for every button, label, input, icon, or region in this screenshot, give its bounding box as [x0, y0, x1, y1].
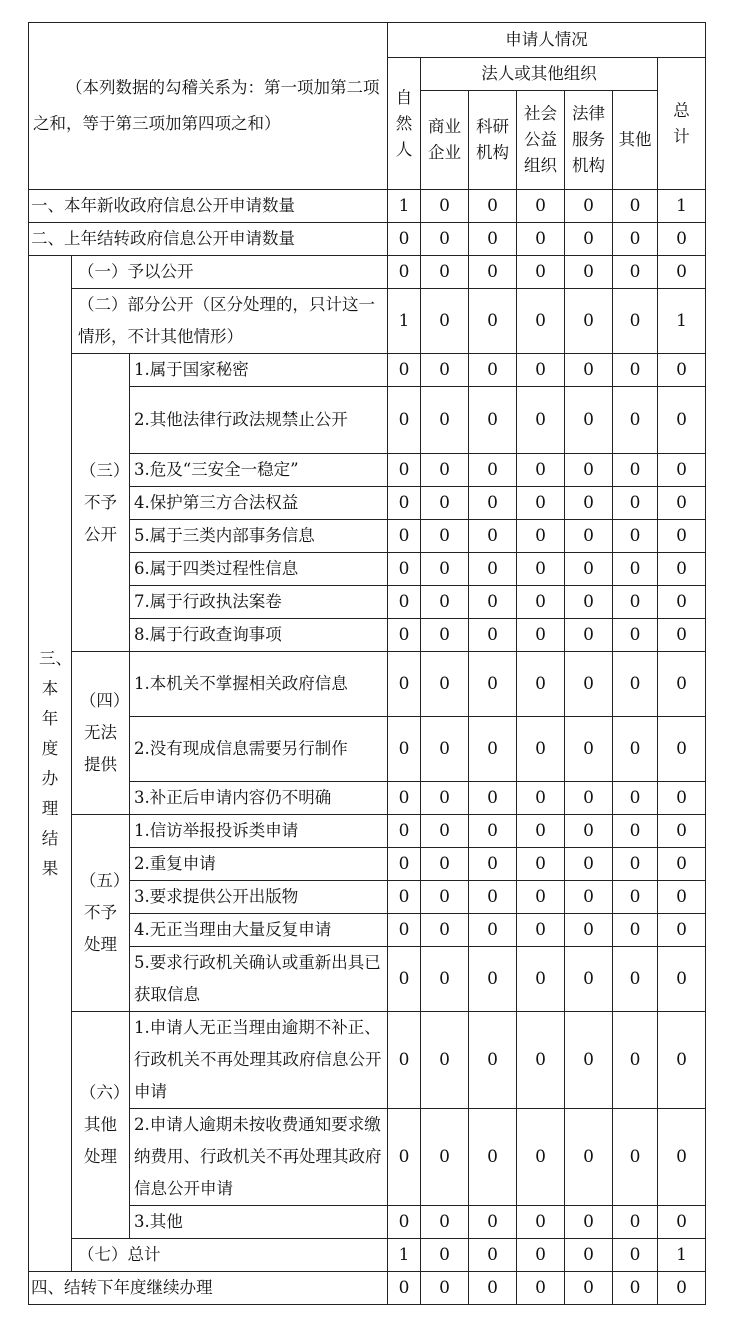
value-cell: 0	[517, 947, 565, 1012]
value-cell: 0	[658, 454, 706, 487]
value-cell: 0	[421, 717, 469, 782]
value-cell: 0	[469, 619, 517, 652]
value-cell: 0	[469, 1272, 517, 1305]
value-cell: 0	[565, 914, 613, 947]
row-label: 二、上年结转政府信息公开申请数量	[29, 223, 388, 256]
value-cell: 0	[388, 454, 421, 487]
value-cell: 0	[469, 1206, 517, 1239]
value-cell: 0	[613, 947, 658, 1012]
value-cell: 0	[658, 1109, 706, 1206]
value-cell: 0	[421, 1272, 469, 1305]
row-label: 四、结转下年度继续办理	[29, 1272, 388, 1305]
item-label: 4.无正当理由大量反复申请	[130, 914, 388, 947]
value-cell: 0	[421, 1206, 469, 1239]
row-publicly-disclosed	[29, 256, 706, 289]
item-label: 2.没有现成信息需要另行制作	[130, 717, 388, 782]
header-note: （本列数据的勾稽关系为：第一项加第二项之和，等于第三项加第四项之和）	[29, 23, 388, 190]
value-cell: 0	[421, 487, 469, 520]
value-cell: 0	[517, 190, 565, 223]
value-cell: 0	[565, 553, 613, 586]
value-cell: 1	[658, 289, 706, 354]
value-cell: 0	[517, 1206, 565, 1239]
value-cell: 0	[421, 289, 469, 354]
value-cell: 0	[469, 256, 517, 289]
header-natural-person: 自然人	[388, 58, 421, 190]
value-cell: 0	[469, 387, 517, 454]
value-cell: 0	[421, 1109, 469, 1206]
group-not-disclosed-row	[29, 553, 706, 586]
value-cell: 0	[517, 387, 565, 454]
value-cell: 0	[613, 223, 658, 256]
value-cell: 0	[421, 619, 469, 652]
value-cell: 0	[388, 652, 421, 717]
value-cell: 0	[517, 881, 565, 914]
value-cell: 0	[421, 815, 469, 848]
value-cell: 0	[421, 553, 469, 586]
value-cell: 0	[517, 652, 565, 717]
value-cell: 0	[517, 815, 565, 848]
value-cell: 0	[565, 387, 613, 454]
value-cell: 0	[388, 782, 421, 815]
value-cell: 0	[517, 454, 565, 487]
group-cannot-provide-row	[29, 717, 706, 782]
value-cell: 0	[388, 914, 421, 947]
value-cell: 0	[517, 782, 565, 815]
value-cell: 0	[565, 1239, 613, 1272]
value-cell: 0	[388, 1206, 421, 1239]
row-label: 一、本年新收政府信息公开申请数量	[29, 190, 388, 223]
group-not-disclosed-row	[29, 354, 706, 387]
group-not-disclosed-row	[29, 454, 706, 487]
group-other-processing-label: （六）其他处理	[72, 1012, 130, 1239]
value-cell: 0	[421, 881, 469, 914]
value-cell: 0	[421, 914, 469, 947]
value-cell: 0	[517, 520, 565, 553]
value-cell: 0	[613, 815, 658, 848]
value-cell: 0	[517, 619, 565, 652]
value-cell: 0	[565, 289, 613, 354]
value-cell: 0	[613, 1239, 658, 1272]
value-cell: 0	[469, 914, 517, 947]
value-cell: 0	[469, 1109, 517, 1206]
value-cell: 0	[613, 1012, 658, 1109]
value-cell: 0	[517, 289, 565, 354]
value-cell: 0	[658, 586, 706, 619]
value-cell: 0	[421, 652, 469, 717]
value-cell: 0	[517, 1109, 565, 1206]
value-cell: 0	[517, 848, 565, 881]
value-cell: 0	[613, 1272, 658, 1305]
value-cell: 0	[469, 1012, 517, 1109]
value-cell: 0	[658, 815, 706, 848]
group-not-disclosed-label: （三）不予公开	[72, 354, 130, 652]
table-body	[29, 23, 706, 1305]
value-cell: 0	[421, 520, 469, 553]
value-cell: 0	[613, 881, 658, 914]
row-label: （七）总计	[72, 1239, 388, 1272]
value-cell: 0	[565, 354, 613, 387]
value-cell: 0	[658, 848, 706, 881]
value-cell: 0	[658, 881, 706, 914]
value-cell: 0	[517, 914, 565, 947]
value-cell: 0	[388, 619, 421, 652]
value-cell: 0	[469, 848, 517, 881]
value-cell: 0	[613, 782, 658, 815]
value-cell: 1	[388, 289, 421, 354]
value-cell: 0	[658, 1206, 706, 1239]
group-not-disclosed-row	[29, 520, 706, 553]
value-cell: 0	[565, 717, 613, 782]
item-label: 3.补正后申请内容仍不明确	[130, 782, 388, 815]
header-legal-group: 法人或其他组织	[421, 58, 658, 91]
item-label: 3.要求提供公开出版物	[130, 881, 388, 914]
value-cell: 0	[469, 782, 517, 815]
value-cell: 0	[469, 553, 517, 586]
value-cell: 0	[565, 487, 613, 520]
value-cell: 0	[421, 256, 469, 289]
row-label: （一）予以公开	[72, 256, 388, 289]
item-label: 1.信访举报投诉类申请	[130, 815, 388, 848]
value-cell: 1	[388, 190, 421, 223]
value-cell: 0	[388, 586, 421, 619]
value-cell: 0	[517, 256, 565, 289]
value-cell: 0	[388, 487, 421, 520]
item-label: 3.危及“三安全一稳定”	[130, 454, 388, 487]
item-label: 5.属于三类内部事务信息	[130, 520, 388, 553]
value-cell: 0	[658, 387, 706, 454]
value-cell: 0	[613, 256, 658, 289]
item-label: 2.重复申请	[130, 848, 388, 881]
group-not-disclosed-row	[29, 387, 706, 454]
header-applicant: 申请人情况	[388, 23, 706, 58]
value-cell: 0	[388, 520, 421, 553]
group-not-disclosed-row	[29, 619, 706, 652]
value-cell: 0	[613, 354, 658, 387]
header-subcategory: 科研机构	[469, 91, 517, 190]
group-not-processed-row	[29, 914, 706, 947]
item-label: 6.属于四类过程性信息	[130, 553, 388, 586]
value-cell: 0	[421, 586, 469, 619]
value-cell: 0	[565, 223, 613, 256]
value-cell: 0	[517, 1239, 565, 1272]
value-cell: 0	[613, 289, 658, 354]
value-cell: 0	[658, 717, 706, 782]
group-cannot-provide-row	[29, 652, 706, 717]
row-carry-forward	[29, 1272, 706, 1305]
value-cell: 0	[421, 947, 469, 1012]
group-not-disclosed-row	[29, 487, 706, 520]
section-3-label: 三、本年度办理结果	[29, 256, 72, 1272]
value-cell: 0	[565, 848, 613, 881]
value-cell: 0	[469, 947, 517, 1012]
header-row-1	[29, 23, 706, 58]
value-cell: 0	[613, 190, 658, 223]
disclosure-statistics-table	[28, 22, 706, 1305]
value-cell: 0	[421, 354, 469, 387]
value-cell: 0	[613, 652, 658, 717]
value-cell: 0	[565, 947, 613, 1012]
value-cell: 0	[388, 223, 421, 256]
value-cell: 0	[388, 947, 421, 1012]
row-section-total	[29, 1239, 706, 1272]
value-cell: 0	[421, 1012, 469, 1109]
value-cell: 0	[658, 782, 706, 815]
value-cell: 0	[469, 289, 517, 354]
value-cell: 0	[388, 354, 421, 387]
group-not-processed-label: （五）不予处理	[72, 815, 130, 1012]
value-cell: 0	[388, 1109, 421, 1206]
header-subcategory: 商业企业	[421, 91, 469, 190]
value-cell: 0	[565, 1272, 613, 1305]
value-cell: 0	[421, 190, 469, 223]
group-not-processed-row	[29, 848, 706, 881]
value-cell: 0	[613, 520, 658, 553]
value-cell: 0	[658, 914, 706, 947]
value-cell: 0	[469, 1239, 517, 1272]
row-carried-over	[29, 223, 706, 256]
value-cell: 0	[517, 223, 565, 256]
value-cell: 0	[658, 619, 706, 652]
group-not-processed-row	[29, 947, 706, 1012]
value-cell: 0	[469, 520, 517, 553]
value-cell: 0	[469, 717, 517, 782]
row-label: （二）部分公开（区分处理的，只计这一情形，不计其他情形）	[72, 289, 388, 354]
value-cell: 0	[517, 1272, 565, 1305]
value-cell: 1	[658, 190, 706, 223]
group-not-processed-row	[29, 815, 706, 848]
report-table-wrapper	[28, 22, 706, 1305]
value-cell: 0	[565, 520, 613, 553]
value-cell: 0	[565, 782, 613, 815]
item-label: 3.其他	[130, 1206, 388, 1239]
group-other-processing-row	[29, 1206, 706, 1239]
group-cannot-provide-row	[29, 782, 706, 815]
value-cell: 0	[658, 553, 706, 586]
value-cell: 0	[565, 881, 613, 914]
value-cell: 0	[613, 1206, 658, 1239]
value-cell: 1	[658, 1239, 706, 1272]
value-cell: 0	[388, 717, 421, 782]
group-other-processing-row	[29, 1109, 706, 1206]
value-cell: 0	[658, 1272, 706, 1305]
value-cell: 0	[565, 1206, 613, 1239]
item-label: 1.本机关不掌握相关政府信息	[130, 652, 388, 717]
value-cell: 0	[565, 190, 613, 223]
value-cell: 0	[388, 815, 421, 848]
value-cell: 0	[421, 1239, 469, 1272]
header-total: 总计	[658, 58, 706, 190]
value-cell: 0	[565, 815, 613, 848]
value-cell: 0	[421, 454, 469, 487]
value-cell: 0	[658, 947, 706, 1012]
value-cell: 0	[613, 387, 658, 454]
value-cell: 0	[388, 1272, 421, 1305]
value-cell: 0	[469, 354, 517, 387]
value-cell: 0	[388, 881, 421, 914]
value-cell: 0	[469, 586, 517, 619]
value-cell: 0	[517, 354, 565, 387]
value-cell: 0	[421, 782, 469, 815]
value-cell: 0	[565, 652, 613, 717]
value-cell: 0	[469, 487, 517, 520]
value-cell: 0	[388, 1012, 421, 1109]
item-label: 4.保护第三方合法权益	[130, 487, 388, 520]
value-cell: 0	[469, 454, 517, 487]
value-cell: 0	[388, 553, 421, 586]
value-cell: 0	[658, 652, 706, 717]
value-cell: 0	[658, 354, 706, 387]
value-cell: 0	[469, 223, 517, 256]
value-cell: 0	[517, 1012, 565, 1109]
group-not-processed-row	[29, 881, 706, 914]
value-cell: 0	[517, 487, 565, 520]
value-cell: 0	[658, 520, 706, 553]
value-cell: 0	[469, 881, 517, 914]
value-cell: 0	[613, 454, 658, 487]
row-partially-disclosed	[29, 289, 706, 354]
value-cell: 0	[421, 848, 469, 881]
value-cell: 0	[613, 586, 658, 619]
value-cell: 0	[565, 586, 613, 619]
value-cell: 0	[421, 387, 469, 454]
value-cell: 0	[388, 848, 421, 881]
value-cell: 0	[613, 848, 658, 881]
value-cell: 0	[469, 815, 517, 848]
value-cell: 0	[658, 223, 706, 256]
value-cell: 0	[658, 256, 706, 289]
value-cell: 0	[421, 223, 469, 256]
item-label: 7.属于行政执法案卷	[130, 586, 388, 619]
item-label: 2.其他法律行政法规禁止公开	[130, 387, 388, 454]
value-cell: 0	[613, 553, 658, 586]
item-label: 5.要求行政机关确认或重新出具已获取信息	[130, 947, 388, 1012]
value-cell: 0	[658, 487, 706, 520]
value-cell: 0	[613, 487, 658, 520]
item-label: 8.属于行政查询事项	[130, 619, 388, 652]
value-cell: 0	[469, 652, 517, 717]
value-cell: 0	[565, 1109, 613, 1206]
value-cell: 0	[565, 256, 613, 289]
header-subcategory: 其他	[613, 91, 658, 190]
value-cell: 0	[613, 717, 658, 782]
value-cell: 0	[388, 387, 421, 454]
value-cell: 0	[565, 619, 613, 652]
item-label: 2.申请人逾期未按收费通知要求缴纳费用、行政机关不再处理其政府信息公开申请	[130, 1109, 388, 1206]
value-cell: 0	[565, 1012, 613, 1109]
value-cell: 0	[613, 619, 658, 652]
value-cell: 0	[517, 717, 565, 782]
group-cannot-provide-label: （四）无法提供	[72, 652, 130, 815]
row-new-applications	[29, 190, 706, 223]
group-other-processing-row	[29, 1012, 706, 1109]
value-cell: 0	[388, 256, 421, 289]
header-subcategory: 社会公益组织	[517, 91, 565, 190]
value-cell: 0	[658, 1012, 706, 1109]
value-cell: 0	[565, 454, 613, 487]
header-subcategory: 法律服务机构	[565, 91, 613, 190]
value-cell: 0	[613, 1109, 658, 1206]
value-cell: 0	[469, 190, 517, 223]
value-cell: 0	[517, 586, 565, 619]
group-not-disclosed-row	[29, 586, 706, 619]
value-cell: 0	[517, 553, 565, 586]
item-label: 1.属于国家秘密	[130, 354, 388, 387]
item-label: 1.申请人无正当理由逾期不补正、行政机关不再处理其政府信息公开申请	[130, 1012, 388, 1109]
value-cell: 0	[613, 914, 658, 947]
value-cell: 1	[388, 1239, 421, 1272]
